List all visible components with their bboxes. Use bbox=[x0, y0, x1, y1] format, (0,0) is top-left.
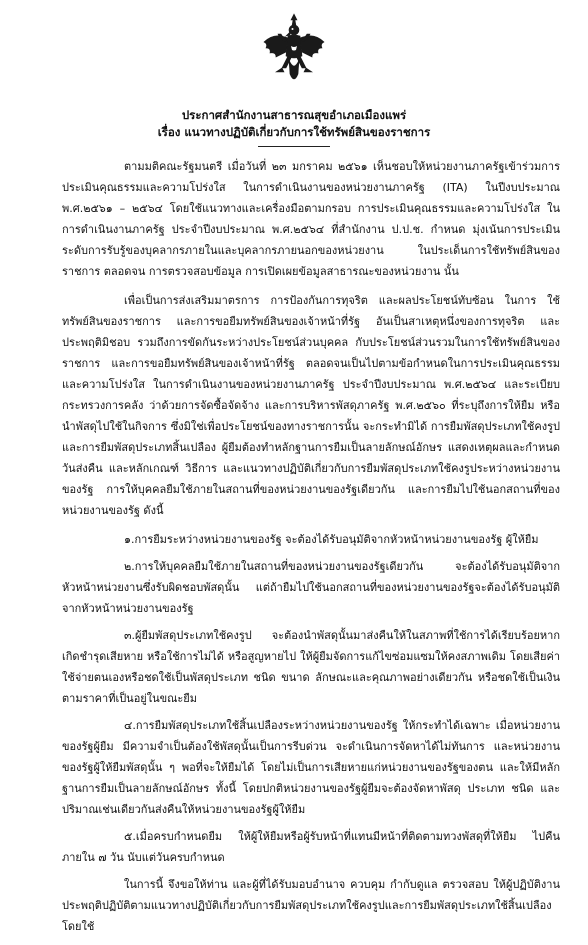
paragraph-measures: เพื่อเป็นการส่งเสริมมาตรการ การป้องกันการทุจริต และผลประโยชน์ทับซ้อน ในการ ใช้ทรัพย์สินของราชการ และการขอยืมทรัพย์สินของเจ้าหน้าที่รัฐ อันเป็นสาเหตุหนึ่งของการทุจริต และประพฤติมิชอบ รวมถึงการขัดกันระหว่างประโยชน์ส่วนบุคคล กับประโยชน์ส่วนรวมในการใช้ทรัพย์สินของราชการ และการขอยืมทรัพย์สินของเจ้าหน้าที่รัฐ ตลอดจนเป็นไปตามข้อกำหนดในการประเมินคุณธรรม และความโปร่งใส ในการดำเนินงานของหน่วยงานภาครัฐ ประจำปีงบประมาณ พ.ศ.๒๕๖๔ และระเบียบกระทรวงการคลัง ว่าด้วยการจัดซื้อจัดจ้าง และการบริหารพัสดุภาครัฐ พ.ศ.๒๕๖๐ ที่ระบุถึงการให้ยืม หรือนำพัสดุไปใช้ในกิจการ ซึ่งมิใช่เพื่อประโยชน์ของทางราชการนั้น จะกระทำมิได้ การยืมพัสดุประเภทใช้คงรูป และการยืมพัสดุประเภทสิ้นเปลือง ผู้ยืมต้องทำหลักฐานการยืมเป็นลายลักษณ์อักษร แสดงเหตุผลและกำหนดวันส่งคืน และหลักเกณฑ์ วิธีการ และแนวทางปฏิบัติเกี่ยวกับการยืมพัสดุประเภทใช้คงรูประหว่างหน่วยงานของรัฐ การให้บุคคลยืมใช้ภายในสถานที่ของหน่วยงานของรัฐเดียวกัน และการยืมไปใช้นอกสถานที่ของหน่วยงานของรัฐ ดังนี้ bbox=[62, 294, 560, 517]
title-divider bbox=[258, 146, 330, 147]
list-item-4: ๔.การยืมพัสดุประเภทใช้สิ้นเปลืองระหว่างหน่วยงานของรัฐ ให้กระทำได้เฉพาะ เมื่อหน่วยงานของรัฐผู้ยืม มีความจำเป็นต้องใช้พัสดุนั้นเป็นการรีบด่วน จะดำเนินการจัดหาได้ไม่ทันการ และหน่วยงานของรัฐผู้ให้ยืมพัสดุนั้น ๆ พอที่จะให้ยืมได้ โดยไม่เป็นการเสียหายแก่หน่วยงานของรัฐของตน และให้มีหลักฐานการยืมเป็นลายลักษณ์อักษร ทั้งนี้ โดยปกติหน่วยงานของรัฐผู้ยืมจะต้องจัดหาพัสดุ ประเภท ชนิด และปริมาณเช่นเดียวกันส่งคืนให้หน่วยงานของรัฐผู้ให้ยืม bbox=[62, 719, 560, 816]
document-subject: เรื่อง แนวทางปฏิบัติเกี่ยวกับการใช้ทรัพย์สินของราชการ bbox=[157, 125, 431, 139]
list-item-2: ๒.การให้บุคคลยืมใช้ภายในสถานที่ของหน่วยงานของรัฐเดียวกัน จะต้องได้รับอนุมัติจากหัวหน้าหน่วยงานซึ่งรับผิดชอบพัสดุนั้น แต่ถ้ายืมไปใช้นอกสถานที่ของหน่วยงานของรัฐจะต้องได้รับอนุมัติจากหัวหน้าหน่วยงานของรัฐ bbox=[62, 560, 560, 615]
document-title: ประกาศสำนักงานสาธารณสุขอำเภอเมืองแพร่ bbox=[181, 108, 407, 122]
list-item-5: ๕.เมื่อครบกำหนดยืม ให้ผู้ให้ยืมหรือผู้รับหน้าที่แทนมีหน้าที่ติดตามทวงพัสดุที่ให้ยืม ไปคืนภายใน ๗ วัน นับแต่วันครบกำหนด bbox=[62, 830, 560, 864]
list-item-3: ๓.ผู้ยืมพัสดุประเภทใช้คงรูป จะต้องนำพัสดุนั้นมาส่งคืนให้ในสภาพที่ใช้การได้เรียบร้อยหากเกิดชำรุดเสียหาย หรือใช้การไม่ได้ หรือสูญหายไป ให้ผู้ยืมจัดการแก้ไขซ่อมแซมให้คงสภาพเดิม โดยเสียค่าใช้จ่ายตนเองหรือชดใช้เป็นพัสดุประเภท ชนิด ขนาด ลักษณะและคุณภาพอย่างเดียวกัน หรือชดใช้เป็นเงินตามราคาที่เป็นอยู่ในขณะยืม bbox=[62, 629, 560, 705]
document-body bbox=[62, 156, 560, 945]
garuda-emblem-icon bbox=[262, 12, 326, 90]
paragraph-closing: ในการนี้ จึงขอให้ท่าน และผู้ที่ได้รับมอบอำนาจ ควบคุม กำกับดูแล ตรวจสอบ ให้ผู้ปฏิบัติงานประพฤติปฏิบัติตามแนวทางปฏิบัติเกี่ยวกับการยืมพัสดุประเภทใช้คงรูปและการยืมพัสดุประเภทใช้สิ้นเปลือง โดยใช้ bbox=[62, 878, 560, 933]
paragraph-intro: ตามมติคณะรัฐมนตรี เมื่อวันที่ ๒๓ มกราคม ๒๕๖๑ เห็นชอบให้หน่วยงานภาครัฐเข้าร่วมการประเมินคุณธรรมและความโปร่งใส ในการดำเนินงานของหน่วยงานภาครัฐ (ITA) ในปีงบประมาณ พ.ศ.๒๕๖๑ – ๒๕๖๔ โดยใช้แนวทางและเครื่องมือตามกรอบ การประเมินคุณธรรมและความโปร่งใส ในการดำเนินงานภาครัฐ ประจำปีงบประมาณ พ.ศ.๒๕๖๔ ที่สำนักงาน ป.ป.ช. กำหนด มุ่งเน้นการประเมินระดับการรับรู้ของบุคลากรภายในและบุคลากรภายนอกของหน่วยงาน ในประเด็นการใช้ทรัพย์สินของราชการ ตลอดจน การตรวจสอบข้อมูล การเปิดเผยข้อมูลสาธารณะของหน่วยงาน นั้น bbox=[62, 160, 560, 278]
list-item-1: ๑.การยืมระหว่างหน่วยงานของรัฐ จะต้องได้รับอนุมัติจากหัวหน้าหน่วยงานของรัฐ ผู้ให้ยืม bbox=[124, 533, 539, 546]
